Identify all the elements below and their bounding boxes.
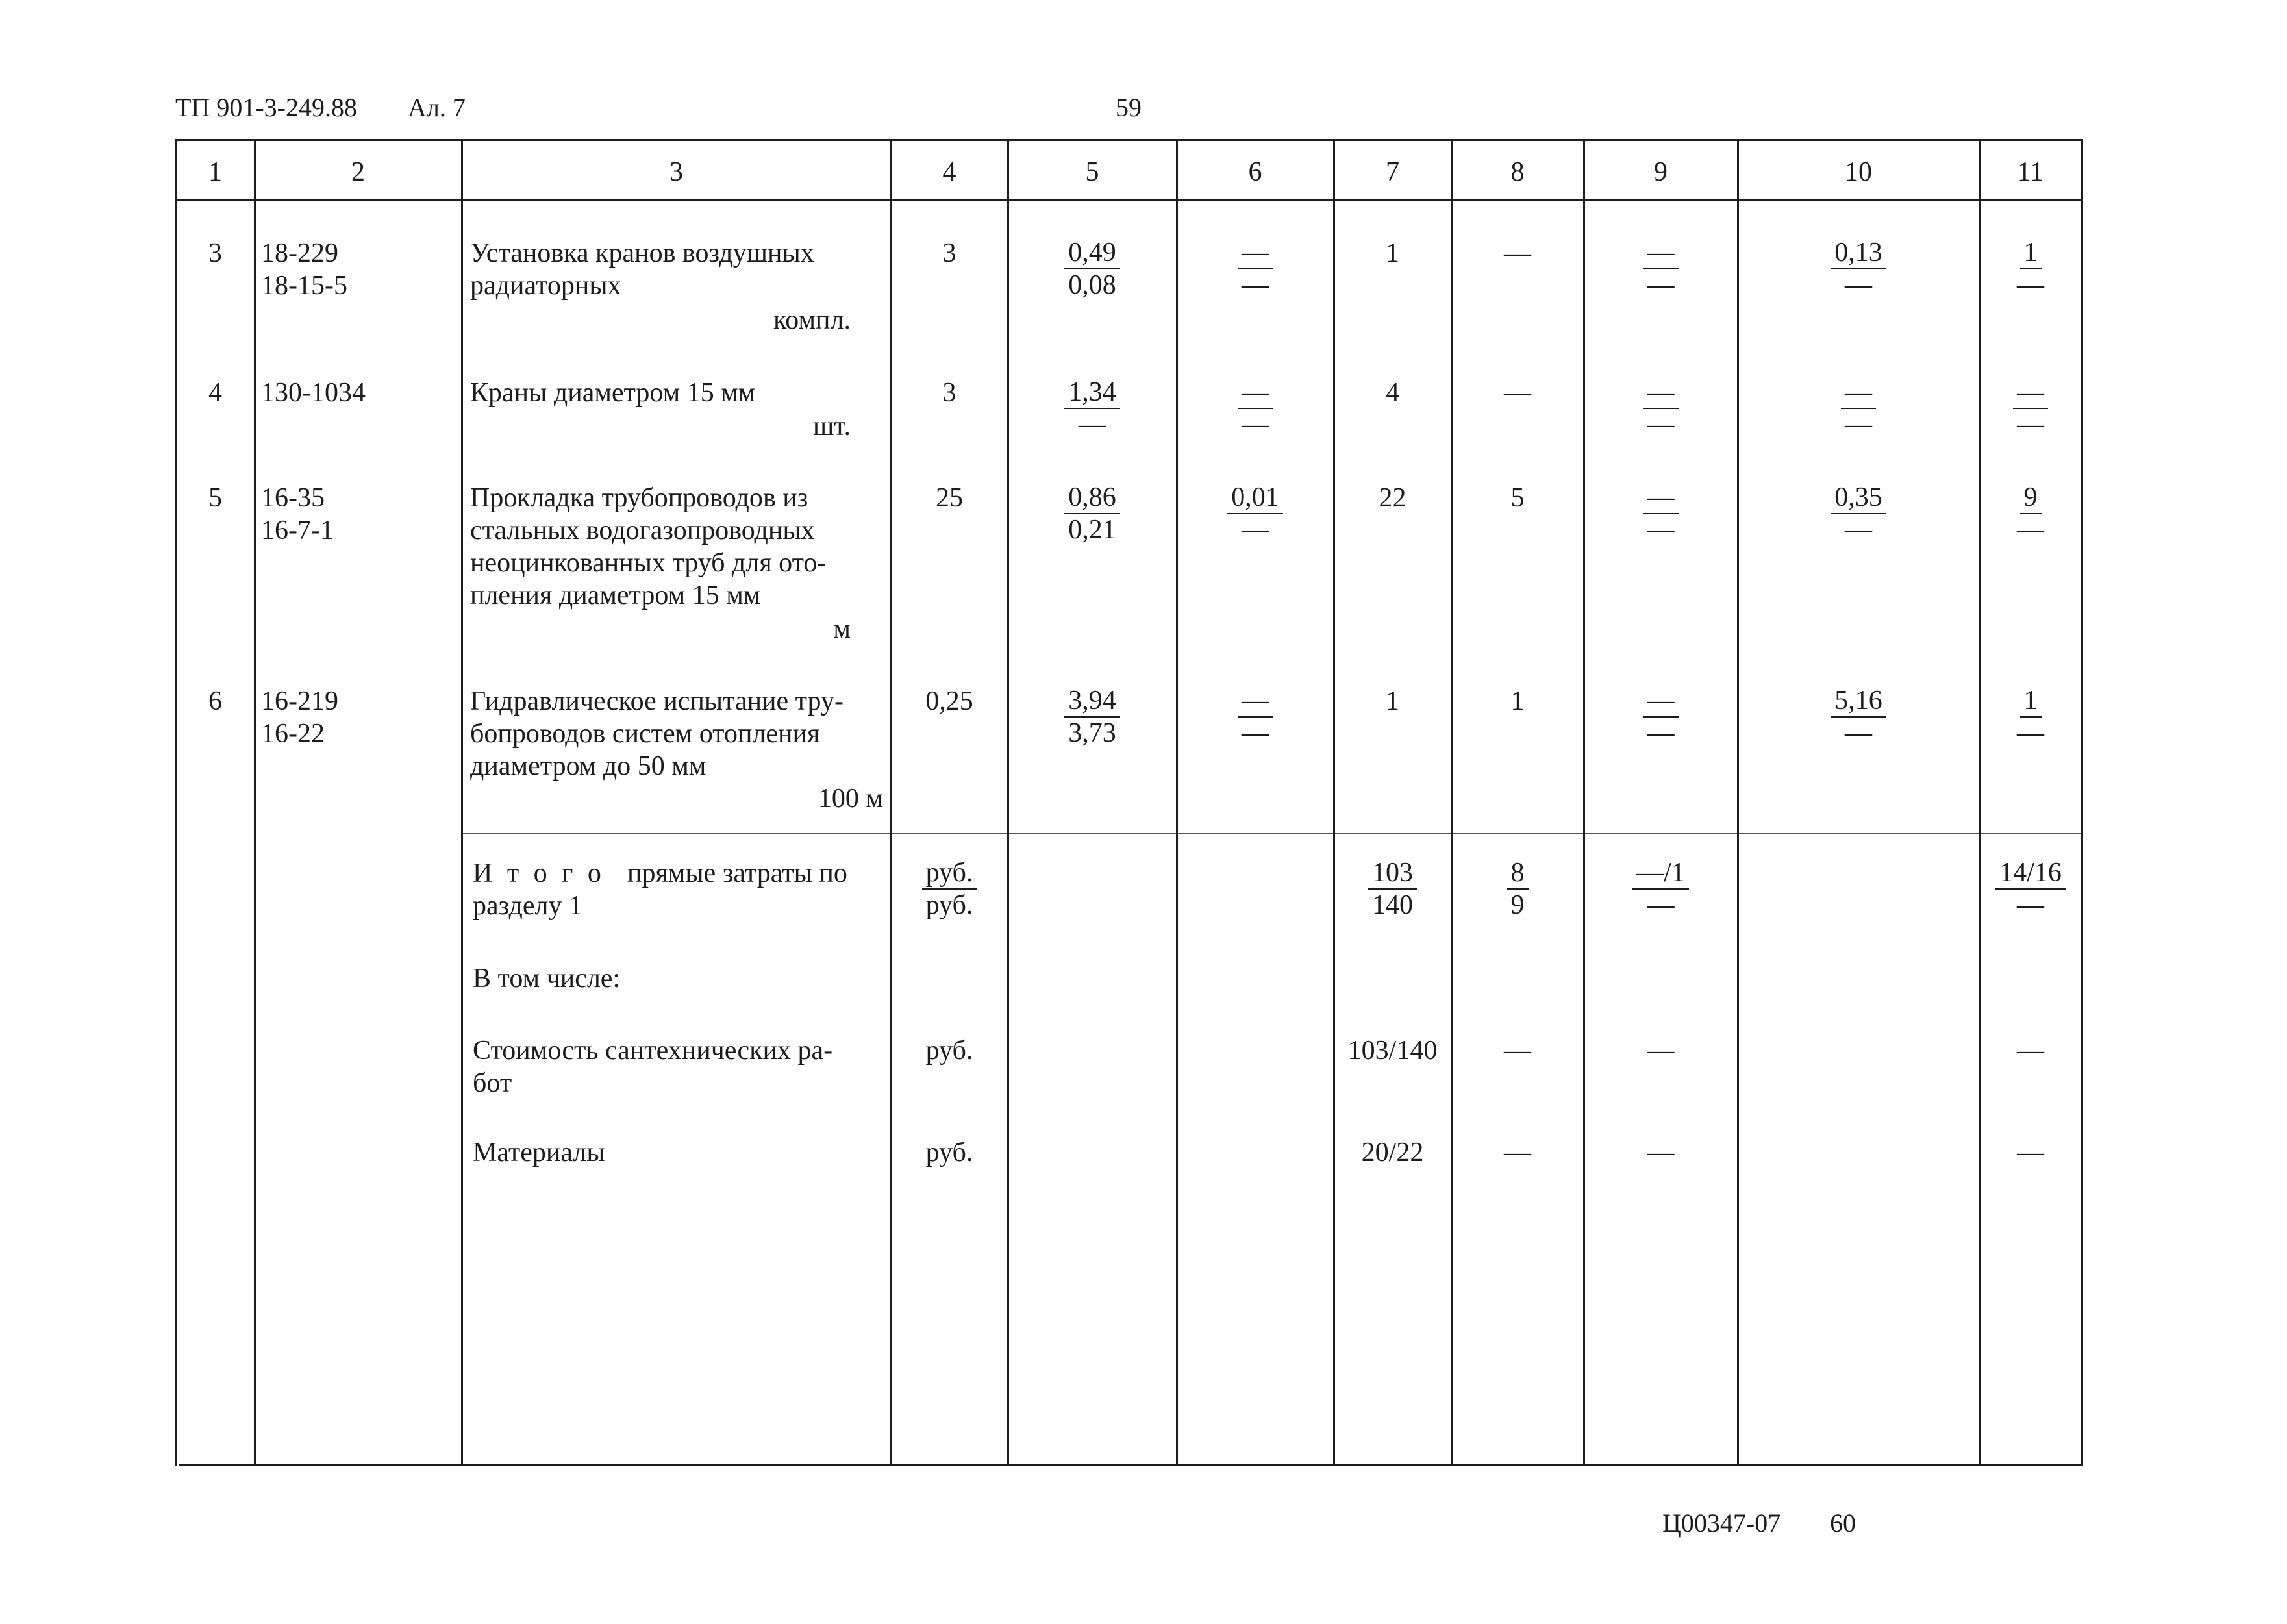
denominator: —	[2017, 270, 2044, 300]
totals-label-rest: прямые затраты по	[627, 858, 847, 888]
numerator: 0,35	[1831, 482, 1886, 514]
column-number: 5	[1085, 157, 1099, 187]
denominator: 3,73	[1068, 718, 1116, 748]
row-number: 4	[208, 378, 222, 408]
cost-fraction	[1584, 482, 1737, 545]
value-cell: 103/140	[1347, 1036, 1438, 1066]
cost-fraction	[1584, 685, 1737, 749]
work-description: диаметром до 50 мм	[470, 751, 706, 781]
numerator: —	[1643, 237, 1679, 269]
column-number: 8	[1510, 157, 1525, 187]
quantity: 25	[936, 483, 963, 513]
unit-of-measure: м	[833, 614, 851, 644]
numerator: —/1	[1632, 857, 1689, 890]
denominator: —	[1845, 410, 1872, 440]
album-number: Ал. 7	[408, 93, 466, 122]
document-code: ТП 901-3-249.88	[175, 93, 357, 122]
denominator: —	[1845, 718, 1872, 748]
column-number: 3	[669, 157, 683, 187]
norm-code: 18-15-5	[261, 271, 347, 301]
denominator: —	[1242, 515, 1269, 545]
denominator: 0,21	[1068, 515, 1116, 545]
norm-code: 16-22	[261, 719, 325, 749]
denominator: —	[1647, 515, 1675, 545]
quantity: 0,25	[925, 686, 973, 716]
totals-label: И т о г о	[473, 858, 605, 888]
cost-fraction	[1980, 377, 2081, 440]
work-description: бопроводов систем отопления	[470, 719, 820, 749]
norm-code: 18-229	[261, 238, 338, 268]
value-cell: 1	[1386, 686, 1399, 716]
numerator: 0,01	[1227, 482, 1283, 514]
column-line	[1333, 139, 1335, 1466]
quantity: 3	[942, 238, 956, 268]
denominator: 9	[1510, 890, 1525, 920]
numerator: —	[1238, 685, 1273, 718]
numerator: 0,86	[1064, 482, 1120, 514]
numerator: 1	[2020, 237, 2042, 269]
denominator: —	[1647, 270, 1675, 300]
cost-fraction	[1980, 482, 2081, 545]
work-description: неоцинкованных труб для ото-	[470, 548, 827, 578]
numerator: 103	[1368, 857, 1417, 890]
row-number: 5	[208, 483, 222, 513]
denominator: —	[1242, 718, 1269, 748]
column-number: 7	[1386, 157, 1399, 187]
norm-code: 16-7-1	[261, 516, 334, 545]
column-number: 1	[208, 157, 222, 187]
denominator: —	[1845, 515, 1872, 545]
column-line	[1737, 139, 1739, 1466]
numerator: 3,94	[1064, 685, 1120, 718]
cost-fraction	[1738, 377, 1979, 440]
column-number: 11	[2017, 157, 2044, 187]
numerator: 5,16	[1831, 685, 1886, 718]
denominator: —	[1242, 410, 1269, 440]
value-cell: —	[1504, 238, 1531, 268]
cost-fraction	[1008, 482, 1176, 545]
norm-code: 130-1034	[261, 378, 366, 408]
totals-label-line2: разделу 1	[473, 891, 582, 921]
denominator: —	[1845, 270, 1872, 300]
unit-of-measure: 100 м	[818, 784, 883, 814]
value-cell: 20/22	[1361, 1138, 1424, 1168]
numerator: —	[2013, 377, 2048, 409]
sheet-number: 60	[1830, 1508, 1856, 1538]
column-line	[2081, 139, 2083, 1466]
cost-fraction	[1584, 377, 1737, 440]
numerator: 0,49	[1064, 237, 1120, 269]
work-description: пления диаметром 15 мм	[470, 581, 761, 610]
value-cell: —	[1504, 1036, 1531, 1066]
unit-of-measure: компл.	[773, 305, 851, 335]
column-number: 4	[942, 157, 956, 187]
numerator: 0,13	[1831, 237, 1886, 269]
cost-fraction	[1008, 685, 1176, 749]
totals-fraction	[1452, 857, 1583, 921]
value-cell: —	[2017, 1138, 2044, 1168]
value-cell: 1	[1386, 238, 1399, 268]
denominator: —	[1647, 718, 1675, 748]
row-number: 3	[208, 238, 222, 268]
value-cell: —	[1504, 1138, 1531, 1168]
value-cell: —	[1504, 378, 1531, 408]
value-cell: 5	[1510, 483, 1525, 513]
denominator: —	[2017, 890, 2044, 920]
totals-fraction	[1584, 857, 1737, 921]
column-number: 2	[351, 157, 365, 187]
totals-fraction	[1334, 857, 1451, 921]
value-cell: 1	[1510, 686, 1525, 716]
numerator: 1,34	[1064, 377, 1120, 409]
value-cell: —	[1647, 1036, 1675, 1066]
norm-code: 16-35	[261, 483, 325, 513]
cost-fraction	[1980, 685, 2081, 749]
table-bottom-border	[179, 1464, 2083, 1466]
cost-fraction	[1980, 237, 2081, 301]
denominator: —	[2017, 410, 2044, 440]
numerator: 1	[2020, 685, 2042, 718]
numerator: —	[1238, 237, 1273, 269]
including-label: В том числе:	[473, 964, 621, 993]
column-line	[890, 139, 892, 1466]
page-number: 59	[1116, 93, 1142, 122]
cost-fraction	[1738, 685, 1979, 749]
work-description: Гидравлическое испытание тру-	[470, 686, 844, 716]
numerator: 9	[2020, 482, 2042, 514]
column-line	[1583, 139, 1585, 1466]
totals-divider	[461, 833, 2083, 834]
denominator: руб.	[925, 890, 973, 920]
cost-fraction	[1008, 377, 1176, 440]
numerator: —	[1841, 377, 1876, 409]
work-description: Прокладка трубопроводов из	[470, 483, 808, 513]
cost-fraction	[1008, 237, 1176, 301]
numerator: —	[1643, 482, 1679, 514]
denominator: —	[1079, 410, 1106, 440]
quantity: 3	[942, 378, 956, 408]
subtotal-label: Материалы	[473, 1138, 605, 1168]
numerator: —	[1238, 377, 1273, 409]
value-cell: 4	[1386, 378, 1399, 408]
value-cell: —	[2017, 1036, 2044, 1066]
subtotal-label: Стоимость сантехнических ра-	[473, 1036, 833, 1066]
cost-fraction	[1584, 237, 1737, 301]
numerator: руб.	[922, 857, 977, 890]
numerator: —	[1643, 685, 1679, 718]
cost-fraction	[1738, 237, 1979, 301]
column-number: 10	[1845, 157, 1872, 187]
totals-fraction	[1980, 857, 2081, 921]
denominator: —	[1242, 270, 1269, 300]
sheet-code: Ц00347-07	[1662, 1508, 1781, 1538]
column-line	[461, 139, 463, 1466]
denominator: 0,08	[1068, 270, 1116, 300]
cost-fraction	[1177, 377, 1333, 440]
work-description: радиаторных	[470, 271, 621, 301]
denominator: 140	[1372, 890, 1413, 920]
value-cell: —	[1647, 1138, 1675, 1168]
column-number: 9	[1654, 157, 1668, 187]
work-description: Установка кранов воздушных	[470, 238, 814, 268]
column-line	[1451, 139, 1453, 1466]
subtotal-unit: руб.	[925, 1036, 973, 1066]
work-description: Краны диаметром 15 мм	[470, 378, 756, 408]
numerator: 8	[1507, 857, 1529, 890]
column-line	[1979, 139, 1981, 1466]
denominator: —	[2017, 515, 2044, 545]
numerator: —	[1643, 377, 1679, 409]
denominator: —	[1647, 890, 1675, 920]
value-cell: 22	[1379, 483, 1406, 513]
numerator: 14/16	[1995, 857, 2066, 890]
denominator: —	[1647, 410, 1675, 440]
column-line	[175, 139, 177, 1466]
column-line	[1176, 139, 1178, 1466]
subtotal-label: бот	[473, 1068, 512, 1098]
cost-fraction	[1177, 237, 1333, 301]
cost-fraction	[1177, 482, 1333, 545]
row-number: 6	[208, 686, 222, 716]
norm-code: 16-219	[261, 686, 338, 716]
unit-of-measure: шт.	[812, 412, 851, 442]
work-description: стальных водогазопроводных	[470, 516, 815, 545]
denominator: —	[2017, 718, 2044, 748]
column-number: 6	[1248, 157, 1262, 187]
subtotal-unit: руб.	[925, 1138, 973, 1168]
totals-unit	[892, 857, 1007, 921]
cost-fraction	[1738, 482, 1979, 545]
column-line	[1007, 139, 1009, 1466]
cost-fraction	[1177, 685, 1333, 749]
column-line	[254, 139, 256, 1466]
